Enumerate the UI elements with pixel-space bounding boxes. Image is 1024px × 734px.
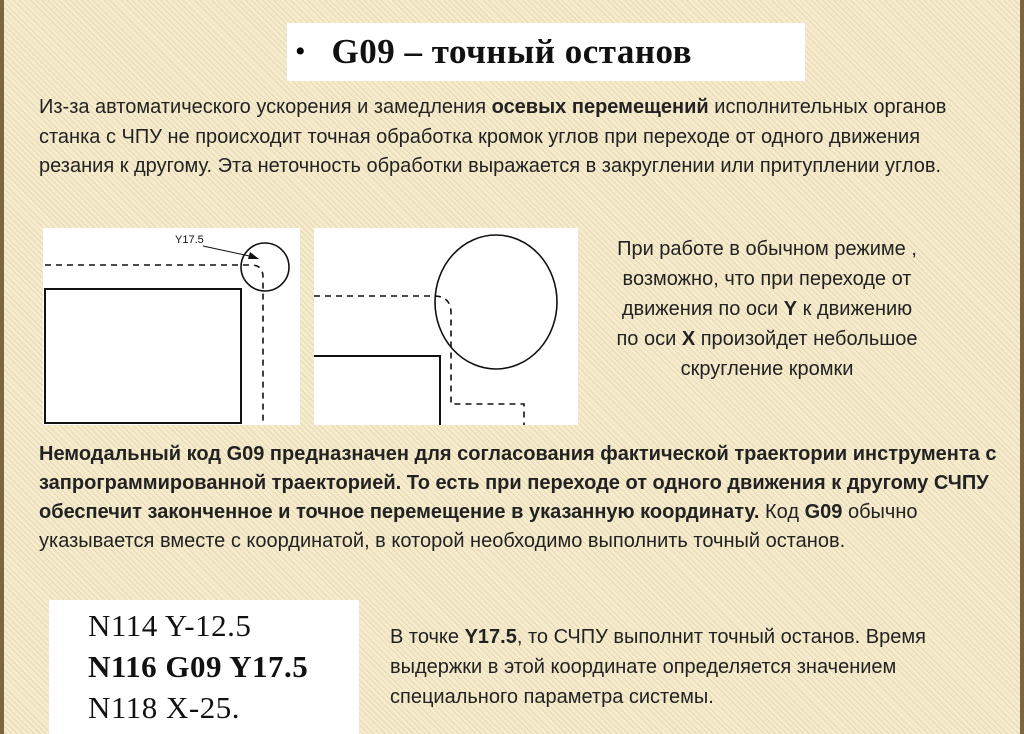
- figure-corner-detail-drawing: [314, 228, 578, 425]
- intro-bold-text: осевых перемещений: [491, 96, 709, 118]
- intro-text-1: Из-за автоматического ускорения и замедления: [39, 96, 492, 118]
- slide-title: G09 – точный останов: [331, 32, 693, 71]
- description-bold-text: Немодальный код G09 предназначен для согласования фактической траектории инструмента с запрограммированной траекторией. То есть при переходе от одного движения к другому СЧПУ обеспечит законченное и точное перемещение в указанную координату.: [39, 443, 997, 523]
- figure-corner-zoom: [43, 228, 300, 425]
- code-line: N114 Y-12.5: [88, 608, 252, 643]
- side-note-text-2: к движению по оси: [616, 298, 913, 350]
- workpiece-corner: [314, 356, 440, 425]
- slide-right-edge: [1020, 0, 1024, 734]
- title-bullet-icon: •: [295, 35, 306, 68]
- figure-coord-label: Y17.5: [175, 234, 204, 246]
- bottom-note-coord: Y17.5: [464, 626, 517, 648]
- slide-left-edge: [0, 0, 4, 734]
- code-line: N116 G09 Y17.5: [88, 649, 309, 684]
- description-paragraph: [39, 440, 999, 556]
- intro-paragraph: [39, 93, 979, 182]
- code-listing: [49, 600, 359, 734]
- figure-corner-zoom-drawing: [43, 228, 300, 425]
- figure-corner-detail: [314, 228, 578, 425]
- tool-path-rounded-dashed: [314, 296, 524, 425]
- intro-text-2: исполнительных органов станка с ЧПУ не происходит точная обработка кромок углов при переходе от одного движения резания к другому. Эта неточность обработки выражается в закруглении или притуплении углов.: [39, 96, 947, 177]
- side-note-text-3: произойдет небольшое скругление кромки: [680, 328, 918, 380]
- code-line: N118 X-25.: [88, 690, 240, 725]
- side-note-text-1: При работе в обычном режиме , возможно, что при переходе от движения по оси: [617, 238, 917, 320]
- axis-x-label: X: [681, 328, 696, 350]
- detail-circle: [241, 243, 289, 291]
- description-text-1: Код: [759, 501, 805, 523]
- title-box: [287, 23, 805, 81]
- bottom-note-text-2: , то СЧПУ выполнит точный останов. Время выдержки в этой координате определяется значением специального параметра системы.: [390, 626, 926, 708]
- description-text-2: обычно указывается вместе с координатой, в которой необходимо выполнить точный останов.: [39, 501, 918, 552]
- side-note: [612, 234, 922, 384]
- axis-y-label: Y: [783, 298, 798, 320]
- bottom-note: [390, 622, 1000, 712]
- zoom-ellipse: [435, 235, 557, 369]
- leader-arrow-icon: [248, 252, 259, 259]
- bottom-note-text-1: В точке: [390, 626, 465, 648]
- workpiece-outline: [45, 289, 241, 423]
- description-code: G09: [804, 501, 843, 523]
